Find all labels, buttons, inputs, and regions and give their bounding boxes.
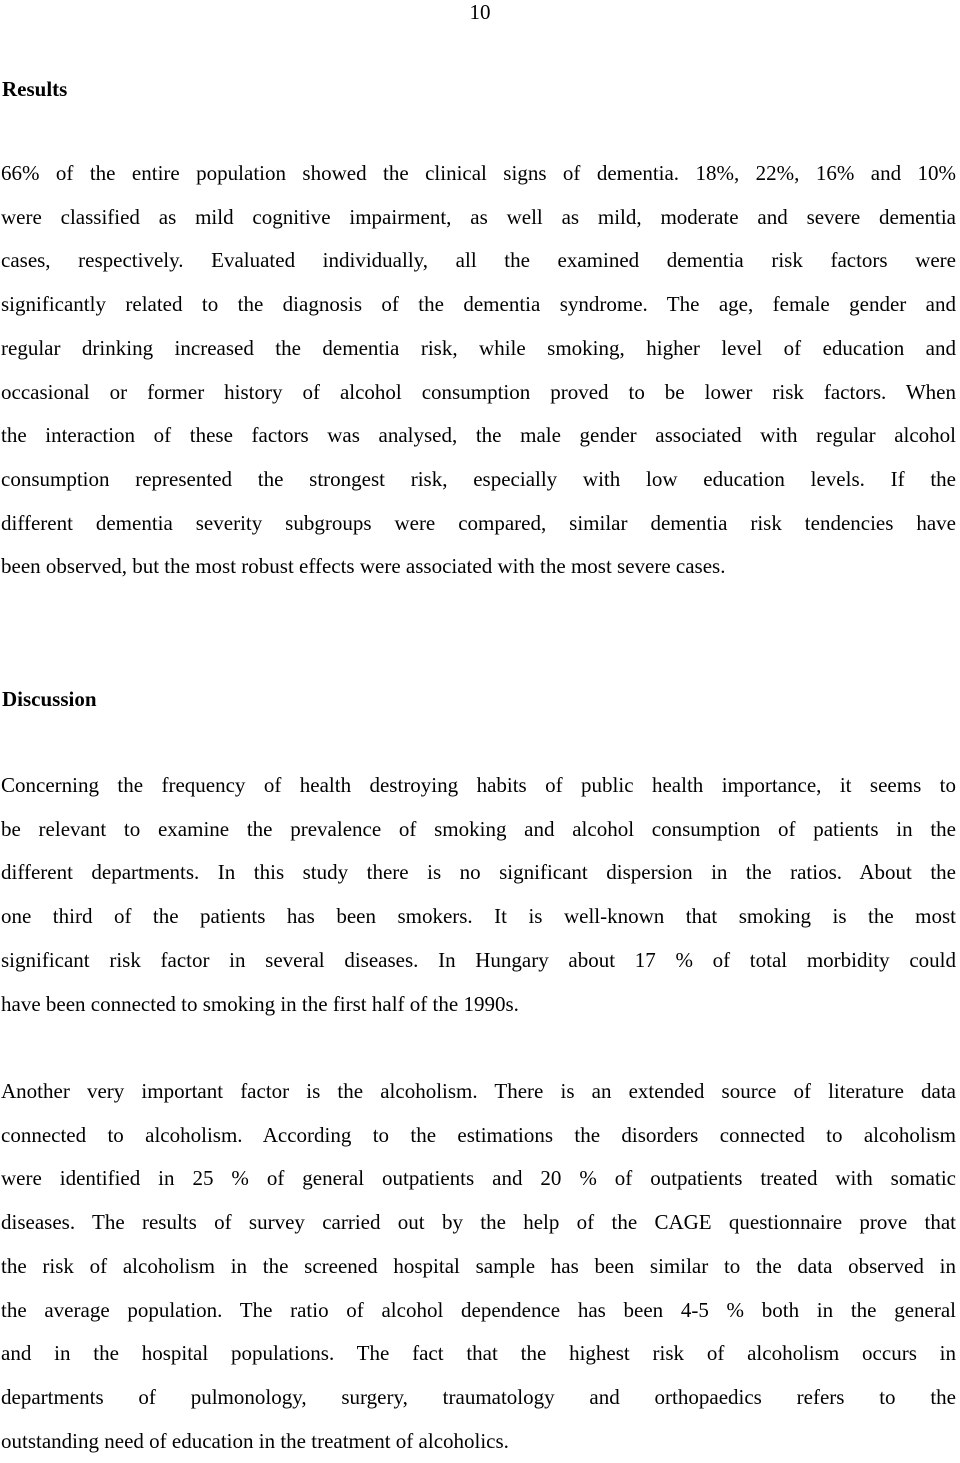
paragraph-line: have been connected to smoking in the first half of the 1990s. — [1, 991, 519, 1016]
paragraph-line: and in the hospital populations. The fact that the highest risk of alcoholism occurs in — [1, 1341, 956, 1366]
results-paragraph — [1, 152, 956, 589]
paragraph-line: 66% of the entire population showed the clinical signs of dementia. 18%, 22%, 16% and 10% — [1, 161, 956, 185]
paragraph-line: Another very important factor is the alcoholism. There is an extended source of literature data — [1, 1079, 956, 1103]
results-heading: Results — [2, 77, 68, 101]
paragraph-line: the average population. The ratio of alcohol dependence has been 4-5 % both in the general — [1, 1297, 956, 1322]
paragraph-line: outstanding need of education in the treatment of alcoholics. — [1, 1428, 509, 1453]
paragraph-line: different dementia severity subgroups were compared, similar dementia risk tendencies have — [1, 510, 956, 535]
paragraph-line: significant risk factor in several diseases. In Hungary about 17 % of total morbidity could — [1, 947, 956, 972]
paragraph-line: were classified as mild cognitive impairment, as well as mild, moderate and severe dementia — [1, 204, 956, 229]
paragraph-line: consumption represented the strongest risk, especially with low education levels. If the — [1, 466, 956, 491]
paragraph-line: been observed, but the most robust effects were associated with the most severe cases. — [1, 554, 726, 579]
paragraph-line: cases, respectively. Evaluated individually, all the examined dementia risk factors were — [1, 248, 956, 273]
paragraph-line: diseases. The results of survey carried out by the help of the CAGE questionnaire prove that — [1, 1210, 956, 1235]
discussion-paragraph-2 — [1, 1070, 956, 1463]
paragraph-line: were identified in 25 % of general outpatients and 20 % of outpatients treated with somatic — [1, 1166, 956, 1191]
paragraph-line: regular drinking increased the dementia risk, while smoking, higher level of education and — [1, 335, 956, 360]
paragraph-line: the risk of alcoholism in the screened hospital sample has been similar to the data observed in — [1, 1253, 956, 1278]
discussion-heading: Discussion — [2, 687, 97, 711]
discussion-paragraph-1 — [1, 764, 956, 1026]
paragraph-line: connected to alcoholism. According to the estimations the disorders connected to alcoholism — [1, 1122, 956, 1147]
paragraph-line: Concerning the frequency of health destroying habits of public health importance, it seems to — [1, 773, 956, 797]
paragraph-line: departments of pulmonology, surgery, traumatology and orthopaedics refers to the — [1, 1384, 956, 1409]
paragraph-line: one third of the patients has been smokers. It is well-known that smoking is the most — [1, 904, 956, 929]
paragraph-line: significantly related to the diagnosis of the dementia syndrome. The age, female gender and — [1, 292, 956, 317]
paragraph-line: be relevant to examine the prevalence of smoking and alcohol consumption of patients in the — [1, 816, 956, 841]
paragraph-line: occasional or former history of alcohol consumption proved to be lower risk factors. When — [1, 379, 956, 404]
paragraph-line: the interaction of these factors was analysed, the male gender associated with regular alcohol — [1, 423, 956, 448]
paragraph-line: different departments. In this study there is no significant dispersion in the ratios. About the — [1, 860, 956, 885]
page-number: 10 — [469, 0, 491, 24]
